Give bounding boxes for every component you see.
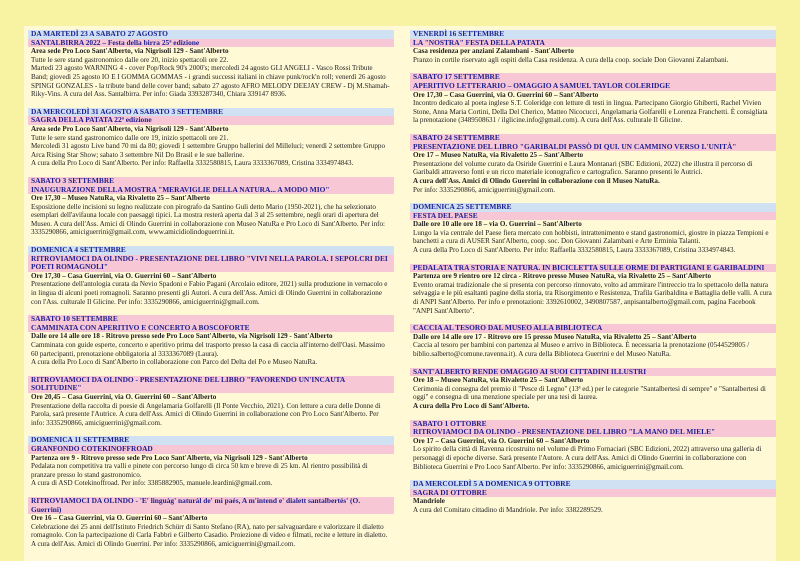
event-header: SABATO 10 SETTEMBRE xyxy=(28,315,394,324)
event-title: GRANFONDO COTEKINOFFROAD xyxy=(28,445,394,454)
event-block xyxy=(410,134,776,194)
event-block xyxy=(410,203,776,255)
event-description: Pedalata non competitiva tra valli e pinete con percorso lungo di circa 50 km e breve di 25 km. Al rientro possibilità di pranzare presso lo stand gastronomico. xyxy=(31,462,368,479)
event-venue: Ore 18 – Museo NatuRa, via Rivaletto 25 – Sant'Alberto xyxy=(413,376,584,385)
event-description: Celebrazione dei 25 anni dell'Istituto Friedrich Schürr di Santo Stefano (RA), nato per salvaguardare e valorizzare il dialetto romagnolo. Con la partecipazione di Carla Fabbri e Gilberto Casadio. Proiezione di video e filmati, recite e letture in dialetto. A cura dell'Ass. Amici di Olindo Guerrini. Per info: 3335290866, amiciguerrini@gmail.com. xyxy=(31,522,388,548)
event-venue: Ore 17 – Casa Guerrini, via O. Guerrini 60 – Sant'Alberto xyxy=(413,436,590,445)
event-venue: Ore 16 – Casa Guerrini, via O. Guerrini 60 – Sant'Alberto xyxy=(31,514,208,523)
event-header: RITROVIAMOCI DA OLINDO - PRESENTAZIONE DEL LIBRO "FAVORENDO UN'INCAUTA SOLITUDINE" xyxy=(28,376,394,393)
event-block xyxy=(28,376,394,428)
event-venue: Partenza ore 9 rientro ore 12 circa - Ritrovo presso Museo NatuRa, via Rivaletto 25 – Sant'Alberto xyxy=(413,272,712,281)
right-column xyxy=(410,30,776,524)
left-column xyxy=(28,30,394,557)
event-block xyxy=(28,108,394,168)
event-block xyxy=(28,177,394,237)
event-description: Lo spirito della città di Ravenna ricostruito nel volume di Primo Fornaciari (SBC Edizioni, 2022) attraverso una galleria di personaggi di epoche diverse. Sarà presente l'Autore. A cura dell'Ass. Amici di Olindo Guerrini in collaborazione con Biblioteca Guerrini e Pro Loco Sant'Alberto. Per info: 3335290866, amiciguerrini@gmail.com. xyxy=(413,445,762,471)
event-block xyxy=(28,497,394,549)
event-description: Presentazione del volume curato da Osiride Guerrini e Laura Montanari (SBC Edizioni, 2022) che illustra il percorso di Garibaldi attraverso fonti e un ricco materiale iconografico e cartografico. Saranno presenti le Autrici. xyxy=(413,159,753,177)
event-description: Mercoledì 31 agosto Live band 70 mi da 80; giovedì 1 settembre Gruppo ballerini del Milleluci; venerdì 2 settembre Gruppo Arca Rising Star Show; sabato 3 settembre Nil Do Brasil e le sue ballerine. xyxy=(31,142,386,159)
event-description: Cerimonia di consegna del premio il "Pesce di Legno" (13ª ed.) per le categorie "Santalbertesi di sempre" e "Santalbertesi di oggi" e consegna di una menzione speciale per una tesi di laurea. xyxy=(413,384,766,402)
event-block xyxy=(410,324,776,358)
event-venue: Ore 17,30 – Museo NatuRa, via Rivaletto 25 – Sant'Alberto xyxy=(31,194,210,203)
event-description: Presentazione della raccolta di poesie di Angelamaria Golfarelli (Il Ponte Vecchio, 2021). Con letture a cura delle Donne di Parola, sarà presente l'Autrice. A cura dell'Ass. Amici di Olindo Guerrini in collaborazione con Pro Loco Sant'Alberto. Per info: 3335290866, amiciguerrini@gmail.com. xyxy=(31,401,381,427)
event-venue: Dalle ore 10 alle ore 18 – via O. Guerrini – Sant'Alberto xyxy=(413,220,582,229)
event-description: Evento oramai tradizionale che si presenta con percorso rinnovato, volto ad ammirare l'intreccio tra lo spettacolo della natura selvaggia e le più esaltanti pagine della storia, tra Risorgimento e Resistenza, Trafila Garibaldina e Battaglia delle valli. A cura di ANPI Sant'Alberto. Per info e prenotazioni: 3392610002, 3490807587, anpisantalberto@gmail.com, pagina Facebook "ANPI Sant'Alberto". xyxy=(413,280,772,315)
event-description: Pranzo in cortile riservato agli ospiti della Casa residenza. A cura della coop. sociale Don Giovanni Zalambani. xyxy=(413,55,729,64)
event-header: SABATO 17 SETTEMBRE xyxy=(410,73,776,82)
event-description: A cura di ASD Cotekinoffroad. Per info: 3385882905, manuele.leardini@gmail.com. xyxy=(31,479,273,488)
event-venue: Casa residenza per anziani Zalambani - Sant'Alberto xyxy=(413,47,574,56)
event-header: DOMENICA 11 SETTEMBRE xyxy=(28,436,394,445)
event-header: CACCIA AL TESORO DAL MUSEO ALLA BIBLIOTECA xyxy=(410,324,776,333)
event-title: RITROVIAMOCI DA OLINDO - PRESENTAZIONE DEL LIBRO "LA MANO DEL MIELE" xyxy=(410,428,776,437)
event-venue: Ore 17,30 – Casa Guerrini, via O. Guerrini 60 – Sant'Alberto xyxy=(31,271,217,280)
event-title: LA "NOSTRA" FESTA DELLA PATATA xyxy=(410,39,776,48)
event-header: DOMENICA 25 SETTEMBRE xyxy=(410,203,776,212)
event-description: Incontro dedicato al poeta inglese S.T. Coleridge con letture di testi in lingua. Partecipano Giorgio Ghiberti, Rachel Vivien Stone, Anna Maria Cortini, Della Del Cherico, Matteo Nicocucci, Angelamaria Golfarelli e Lorenza Franchetti. È consigliata la prenotazione (3489508631 / ilglicine.info@gmail.com). A cura dell'Ass. culturale Il Glicine. xyxy=(413,99,768,125)
event-header: DA MERCOLEDÌ 5 A DOMENICA 9 OTTOBRE xyxy=(410,480,776,489)
event-description: Martedì 23 agosto WARNING 4 - cover Pop/Rock 90's 2000's; mercoledì 24 agosto GLI ANGELI - Vasco Rossi Tribute Band; giovedì 25 agosto IO E I GOMMA GOMMAS - i grandi successi italiani in chiave punk/rock'n roll; venerdì 26 agosto SPINGI GONZALES - la tribute band delle cover band; sabato 27 agosto AFRO MELODY DEEJAY CREW - Dj M.Shamah-Riky-Vins. A cura del Ass. Santalbirra. Per info: Giada 3393287340, Chiara 339147 8936. xyxy=(31,64,390,99)
event-title: INAUGURAZIONE DELLA MOSTRA "MERAVIGLIE DELLA NATURA... A MODO MIO" xyxy=(28,186,394,195)
event-venue: Ore 17,30 – Casa Guerrini, via O. Guerrini 60 – Sant'Alberto xyxy=(413,90,599,99)
event-block xyxy=(28,30,394,99)
event-description: A cura della Pro Loco di Sant'Alberto in collaborazione con Parco del Delta del Po e Museo NatuRa. xyxy=(31,358,318,367)
event-block xyxy=(410,73,776,125)
event-venue: Dalle ore 14 alle ore 17 - Ritrovo ore 15 presso Museo NatuRa, via Rivaletto 25 – Sant'Alberto xyxy=(413,332,697,341)
event-description: Tutte le sere stand gastronomico dalle ore 19, inizio spettacoli ore 21. xyxy=(31,133,229,142)
event-title: SANTALBIRRA 2022 – Festa della birra 25ª edizione xyxy=(28,39,394,48)
event-header: DA MERCOLEDÌ 31 AGOSTO A SABATO 3 SETTEMBRE xyxy=(28,108,394,117)
event-header: SANT'ALBERTO RENDE OMAGGIO AI SUOI CITTADINI ILLUSTRI xyxy=(410,368,776,377)
event-header: PEDALATA TRA STORIA E NATURA. IN BICICLETTA SULLE ORME DI PARTIGIANI E GARIBALDINI xyxy=(410,264,776,273)
event-block xyxy=(410,480,776,514)
event-venue: Area sede Pro Loco Sant'Alberto, via Nigrisoli 129 - Sant'Alberto xyxy=(31,47,229,56)
event-title: CAMMINATA CON APERITIVO E CONCERTO A BOSCOFORTE xyxy=(28,324,394,333)
event-venue: A cura dell'Ass. Amici di Olindo Guerrini in collaborazione con il Museo NatuRa. xyxy=(413,176,660,185)
event-calendar-page xyxy=(24,26,776,561)
event-description: Esposizione delle incisioni su legno realizzate con pirografo da Santino Guli detto Mario (1950-2021), che ha selezionato esemplari dell'avifauna locale con paesaggi tipici. La mostra resterà aperta dal 3 al 25 settembre, negli orari di apertura del Museo. A cura dell'Ass. Amici di Olindo Guerrini in collaborazione con Museo NatuRa e Pro Loco di Sant'Alberto. Per info: 3335290866, amiciguerrini@gmail.com, www.amicidiolindoguerrini.it. xyxy=(31,202,386,237)
event-venue: Dalle ore 14 alle ore 18 - Ritrovo presso sede Pro Loco Sant'Alberto, via Nigrisoli 129 - Sant'Alberto xyxy=(31,332,333,341)
event-header: SABATO 24 SETTEMBRE xyxy=(410,134,776,143)
event-header: DA MARTEDÌ 23 A SABATO 27 AGOSTO xyxy=(28,30,394,39)
event-header: SABATO 1 OTTOBRE xyxy=(410,420,776,429)
event-title: PRESENTAZIONE DEL LIBRO "GARIBALDI PASSÒ DI QUI. UN CAMMINO VERSO L'UNITÀ" xyxy=(410,143,776,152)
event-block xyxy=(410,368,776,411)
event-venue: Partenza ore 9 - Ritrovo presso sede Pro Loco Sant'Alberto, via Nigrisoli 129 - Sant'Alberto xyxy=(31,453,308,462)
event-block xyxy=(28,436,394,488)
event-venue: Mandriole xyxy=(413,497,445,506)
event-venue: Ore 17 – Museo NatuRa, via Rivaletto 25 – Sant'Alberto xyxy=(413,151,584,160)
event-description: A cura del Comitato cittadino di Mandriole. Per info: 3382289529. xyxy=(413,505,603,514)
event-block xyxy=(28,246,394,306)
event-title: SAGRA DI OTTOBRE xyxy=(410,489,776,498)
event-header: VENERDÌ 16 SETTEMBRE xyxy=(410,30,776,39)
event-block xyxy=(28,315,394,367)
event-description: Presentazione dell'antologia curata da Nevio Spadoni e Fabio Pagani (Arcolaio editore, 2021) sulla produzione in vernacolo e in lingua di alcuni poeti romagnoli. Saranno presenti gli Autori. A cura dell'Ass. Amici di Olindo Guerrini in collaborazione con l'Ass. culturale Il Glicine. Per info: 3335290866, amiciguerrini@gmail.com. xyxy=(31,280,388,306)
event-description: Lungo la via centrale del Paese fiera mercato con hobbisti, intrattenimento e stand gastronomici, giostre in piazza Tempioni e banchetti a cura di AUSER Sant'Alberto, coop. soc. Don Giovanni Zalambani e Arte Erminia Talanti. xyxy=(413,228,769,246)
event-header: DOMENICA 4 SETTEMBRE xyxy=(28,246,394,255)
event-description: Camminata con guide esperte, concerto e aperitivo prima del trasporto presso la casa di caccia all'interno dell'Oasi. Massimo 60 partecipanti, prenotazione obbligatoria al 3333367089 (Laura). xyxy=(31,341,385,358)
event-title: SAGRA DELLA PATATA 22ª edizione xyxy=(28,116,394,125)
event-venue: Ore 20,45 – Casa Guerrini, via O. Guerrini 60 – Sant'Alberto xyxy=(31,392,217,401)
event-block xyxy=(410,264,776,316)
event-description: A cura della Pro Loco di Sant'Alberto. Per info: Raffaella 3332580815, Laura 3333367089, Cristina 3334974843. xyxy=(31,159,354,168)
event-block xyxy=(410,420,776,472)
event-venue: Area sede Pro Loco Sant'Alberto, via Nigrisoli 129 - Sant'Alberto xyxy=(31,124,229,133)
event-block xyxy=(410,30,776,64)
event-title: APERITIVO LETTERARIO – OMAGGIO A SAMUEL TAYLOR COLERIDGE xyxy=(410,82,776,91)
event-header: SABATO 3 SETTEMBRE xyxy=(28,177,394,186)
event-header: RITROVIAMOCI DA OLINDO - 'E' linguàg' naturàl de' mi paés, A m'intend e' dialett santalbertés' (O. Guerrini) xyxy=(28,497,394,514)
event-description: Caccia al tesoro per bambini con partenza al Museo e arrivo in Biblioteca. È necessaria la prenotazione (0544529805 / biblio.salberto@comune.ravenna.it). A cura della Biblioteca Guerrini e del Museo NatuRa. xyxy=(413,341,750,358)
event-venue: A cura della Pro Loco di Sant'Alberto. xyxy=(413,401,530,410)
event-title: RITROVIAMOCI DA OLINDO - PRESENTAZIONE DEL LIBRO "VIVI NELLA PAROLA. I SEPOLCRI DEI POETI ROMAGNOLI" xyxy=(28,255,394,272)
event-description: A cura della Pro Loco di Sant'Alberto. Per info: Raffaella 3332580815, Laura 3333367089, Cristina 3334974843. xyxy=(413,246,736,255)
event-title: FESTA DEL PAESE xyxy=(410,212,776,221)
event-description: Tutte le sere stand gastronomico dalle ore 20, inizio spettacoli ore 22. xyxy=(31,55,229,64)
event-description: Per info: 3335290866, amiciguerrini@gmail.com. xyxy=(413,185,556,194)
